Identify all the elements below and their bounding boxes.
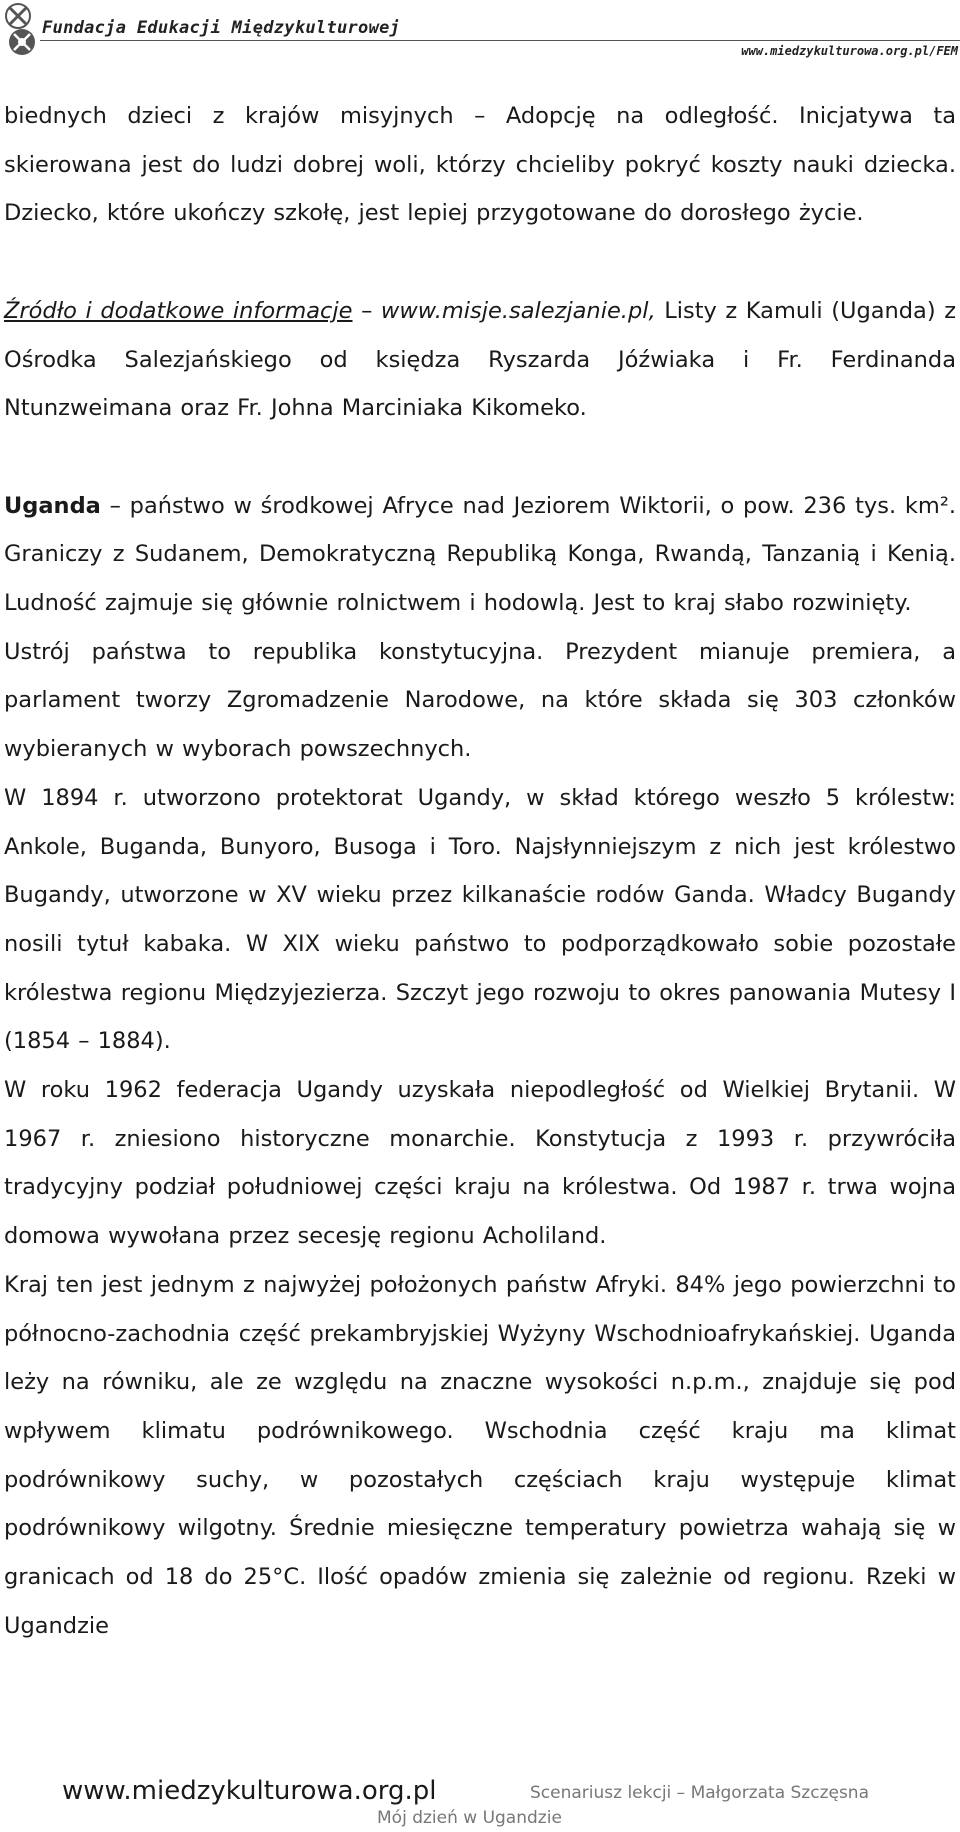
source-label: Źródło i dodatkowe informacje <box>4 297 353 324</box>
footer-url[interactable]: www.miedzykulturowa.org.pl <box>62 1776 437 1806</box>
paragraph-history-1894: W 1894 r. utworzono protektorat Ugandy, w skład którego weszło 5 królestw: Ankole, Buganda, Bunyoro, Busoga i Toro. Najsłynniejszym z nich jest królestwo Bugandy, utworzone w XV wieku przez kilkanaście rodów Ganda. Władcy Bugandy nosili tytuł kabaka. W XIX wieku państwo to podporządkowało sobie pozostałe królestwa regionu Międzyjezierza. Szczyt jego rozwoju to okres panowania Mutesy I (1854 – 1884). <box>4 784 956 1055</box>
paragraph-geography: Kraj ten jest jednym z najwyżej położonych państw Afryki. 84% jego powierzchni to północno-zachodnia część prekambryjskiej Wyżyny Wschodnioafrykańskiej. Uganda leży na równiku, ale ze względu na znaczne wysokości n.p.m., znajduje się pod wpływem klimatu podrównikowego. Wschodnia część kraju ma klimat podrównikowy suchy, w pozostałych częściach kraju występuje klimat podrównikowy wilgotny. Średnie miesięczne temperatury powietrza wahają się w granicach od 18 do 25°C. Ilość opadów zmienia się zależnie od regionu. Rzeki w Ugandzie <box>4 1271 956 1639</box>
uganda-term: Uganda <box>4 492 101 519</box>
paragraph-source <box>4 287 956 433</box>
paragraph-adoption: biednych dzieci z krajów misyjnych – Adopcję na odległość. Inicjatywa ta skierowana jest do ludzi dobrej woli, którzy chcieliby pokryć koszty nauki dziecka. Dziecko, które ukończy szkołę, jest lepiej przygotowane do dorosłego życie. <box>4 103 956 227</box>
paragraph-gap <box>4 238 956 287</box>
paragraph-gap <box>4 433 956 482</box>
source-details: Listy z Kamuli (Uganda) z Ośrodka Salezjańskiego od księdza Ryszarda Jóźwiaka i Fr. Ferdinanda Ntunzweimana oraz Fr. Johna Marciniaka Kikomeko. <box>4 297 957 422</box>
header-divider <box>40 40 960 41</box>
uganda-definition: – państwo w środkowej Afryce nad Jeziorem Wiktorii, o pow. 236 tys. km². Graniczy z Sudanem, Demokratyczną Republiką Konga, Rwandą, Tanzanią i Kenią. Ludność zajmuje się głównie rolnictwem i hodowlą. Jest to kraj słabo rozwinięty. <box>4 492 956 616</box>
fem-logo-icon <box>4 2 40 56</box>
page-header <box>0 0 960 64</box>
org-name: Fundacja Edukacji Międzykulturowej <box>42 18 401 38</box>
footer-title: Mój dzień w Ugandzie <box>377 1808 562 1828</box>
paragraph-government: Ustrój państwa to republika konstytucyjna. Prezydent mianuje premiera, a parlament tworzy Zgromadzenie Narodowe, na które składa się 303 członków wybieranych w wyborach powszechnych. <box>4 638 956 763</box>
footer-author: Scenariusz lekcji – Małgorzata Szczęsna <box>530 1783 870 1803</box>
paragraph-uganda <box>4 482 956 628</box>
paragraph-history-1962: W roku 1962 federacja Ugandy uzyskała niepodległość od Wielkiej Brytanii. W 1967 r. zniesiono historyczne monarchie. Konstytucja z 1993 r. przywróciła tradycyjny podział południowej części kraju na królestwa. Od 1987 r. trwa wojna domowa wywołana przez secesję regionu Acholiland. <box>4 1077 956 1250</box>
source-dash: – <box>352 297 381 324</box>
source-url[interactable]: www.misje.salezjanie.pl, <box>380 297 656 324</box>
header-url[interactable]: www.miedzykulturowa.org.pl/FEM <box>741 44 958 58</box>
document-body <box>4 92 956 1650</box>
